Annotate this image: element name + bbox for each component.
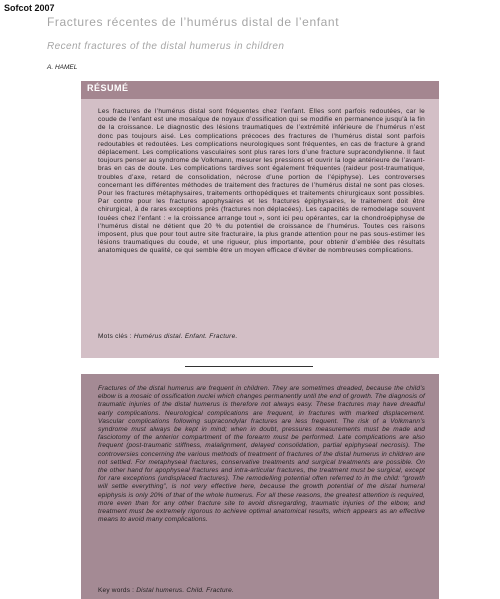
article-title-english: Recent fractures of the distal humerus in children xyxy=(47,41,285,52)
resume-section xyxy=(81,81,439,358)
journal-label: Sofcot 2007 xyxy=(4,3,55,13)
resume-keywords-label: Mots clés : xyxy=(98,333,132,340)
abstract-section xyxy=(81,374,439,599)
resume-header xyxy=(81,81,439,99)
resume-keywords xyxy=(98,333,425,340)
abstract-keywords xyxy=(98,587,425,594)
abstract-keywords-values: Distal humerus. Child. Fracture. xyxy=(136,587,234,594)
article-title-french: Fractures récentes de l’humérus distal de l’enfant xyxy=(47,15,340,29)
author: A. HAMEL xyxy=(47,64,78,71)
resume-heading: RÉSUMÉ xyxy=(87,83,129,93)
section-divider xyxy=(185,366,313,367)
resume-keywords-values: Humérus distal. Enfant. Fracture. xyxy=(133,333,238,340)
abstract-text: Fractures of the distal humerus are frequent in children. They are sometimes dreaded, because the child’s elbow is a mosaic of ossification nuclei which changes permanently until the end of growth. The diagnosis of traumatic injuries of the distal humerus is therefore not always easy. These fractures may have dreadful early complications. Neurological complications are frequent, in fractures with marked displacement. Vascular complications following supracondylar fractures are less frequent. The risk of a Volkmann’s syndrome must always be kept in mind; when in doubt, pressures measurements must be made and fasciotomy of the anterior compartment of the forearm must be performed. Late complications are also frequent (post-traumatic stiffness, malalignment, delayed consolidation, partial epiphyseal necrosis). The controversies concerning the various methods of treatment of fractures of the distal humerus in children are not settled. For metaphyseal fractures, conservative treatments and surgical treatments are possible. On the other hand for apophyseal fractures and intra-articular fractures, the treatment must be surgical, except for rare exceptions (undisplaced fractures). The remodelling potential often referred to in the child: “growth will settle everything”, is not very effective here, because the growth potential of the distal humeral epiphysis is only 20% of that of the whole humerus. For all these reasons, the greatest attention is required, more even than for any other fracture site to avoid disregarding, traumatic injuries of the elbow, and treatment must be extremely rigorous to achieve optimal anatomical results, which appears as an effective means to avoid many complications. xyxy=(98,385,425,524)
resume-text: Les fractures de l’humérus distal sont fréquentes chez l’enfant. Elles sont parfois redoutées, car le coude de l’enfant est une mosaïque de noyaux d’ossification qui se modifie en permanence jusqu’à la fin de la croissance. Le diagnostic des lésions traumatiques de l’extrémité inférieure de l’humérus n’est donc pas toujours aisé. Les complications précoces des fractures de l’humérus distal sont parfois redoutables et redoutées. Les complications neurologiques sont fréquentes, en cas de fracture à grand déplacement. Les complications vasculaires sont plus rares lors d’une fracture supracondylienne. Il faut toujours penser au syndrome de Volkmann, mesurer les pressions et ouvrir la loge antérieure de l’avant-bras en cas de doute. Les complications tardives sont également fréquentes (raideur post-traumatique, troubles d’axe, retard de consolidation, nécrose d’une portion de l’épiphyse). Les controverses concernant les différentes méthodes de traitement des fractures de l’humérus distal ne sont pas closes. Pour les fractures métaphysaires, traitements orthopédiques et traitements chirurgicaux sont possibles. Par contre pour les fractures apophysaires et les fractures épiphysaires, le traitement doit être chirurgical, à de rares exceptions près (fractures non déplacées). Les capacités de remodelage souvent louées chez l’enfant : « la croissance arrange tout », sont ici peu opérantes, car la chondroépiphyse de l’humérus distal ne détient que 20 % du potentiel de croissance de l’humérus. Toutes ces raisons imposent, plus que pour tout autre site fracturaire, la plus grande attention pour ne pas sous-estimer les lésions traumatiques du coude, et une rigueur, plus importante, pour obtenir d’emblée des résultats anatomiques de qualité, ce qui semble être un moyen efficace d’éviter de nombreuses complications. xyxy=(98,108,425,255)
abstract-keywords-label: Key words : xyxy=(98,587,135,594)
